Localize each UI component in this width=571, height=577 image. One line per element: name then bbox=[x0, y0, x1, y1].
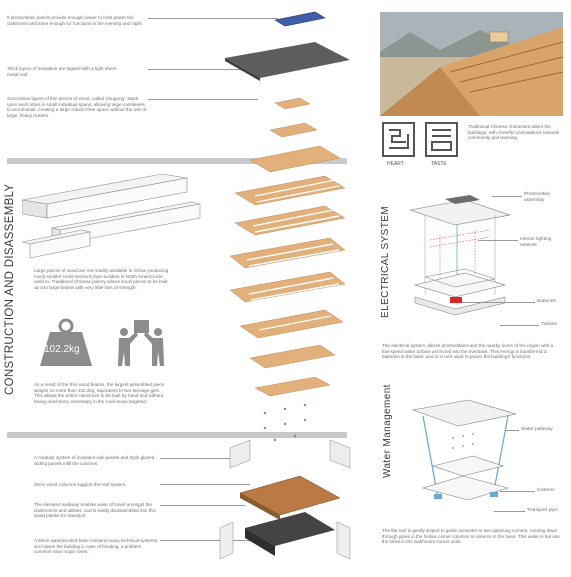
label-cisterns: Cisterns bbox=[537, 488, 555, 493]
leader-line bbox=[500, 325, 539, 326]
electrical-caption: The electrical system utilizes photovoltaics and the nearby rivers of the region with a low-speed water turbine anchored into the riverbank. This energy is transferred to batteries in the base, and is in turn used to power the building's functions. bbox=[382, 343, 554, 360]
joinery-beams-diagram bbox=[22, 172, 202, 267]
label-transport-pipe: Transport pipe bbox=[527, 508, 558, 513]
electrical-diagram bbox=[395, 185, 520, 340]
label-water-pathway: Water pathway bbox=[521, 427, 553, 432]
label-photovoltaic: Photovoltaic assembly bbox=[524, 192, 551, 203]
water-title: Water Management bbox=[382, 384, 393, 478]
note-insulation: Thick layers of insulation are topped with a light sheet metal roof. bbox=[7, 66, 117, 77]
note-wall-panels: A modular system of insulated wall panels and triple glazed sliding panels infill the columns. bbox=[34, 455, 155, 466]
water-caption: The flat roof is gently sloped to guide rainwater to two opposing corners, running down through pipes in the hollow corner columns to cisterns in the base. This water is fed into the sinks in the washroom corner units. bbox=[382, 528, 560, 545]
weight-icon bbox=[38, 318, 94, 368]
leader-line bbox=[500, 491, 535, 492]
water-diagram bbox=[398, 388, 523, 518]
note-base: A 60cm waterproofed base contains many technical systems and raises the building in case of flooding, a problem common near major rivers. bbox=[34, 538, 158, 555]
leader-line bbox=[462, 302, 535, 303]
note-joinery: Large pieces of wood are not readily available in China, producing much smaller cross-sections than builders in North America are used to. Traditional Chinese joinery allows small pieces to be built up into large beams with very little loss of strength. bbox=[34, 268, 169, 290]
leader-line bbox=[505, 430, 519, 431]
electrical-title: ELECTRICAL SYSTEM bbox=[380, 205, 391, 318]
people-carrying-icon bbox=[116, 318, 166, 368]
heart-label: HEART bbox=[387, 161, 404, 167]
label-turbine: Turbine bbox=[541, 322, 558, 327]
leader-line bbox=[478, 240, 518, 241]
note-weight: As a result of the thin wood beams, the largest assembled piece weighs no more than 102.2kg, equivalent to two teenage girls. This allows the entire classroom to be built by hand and without heavy machinery, necessary in the rural areas targeted. bbox=[34, 382, 165, 404]
weight-label: 102.2kg bbox=[44, 344, 80, 355]
interior-render bbox=[380, 12, 563, 116]
exploded-axonometric bbox=[205, 8, 365, 573]
note-walkway: The elevated walkway enables ease of travel amongst the classrooms and utilities, and is easily disassembled into thin wood planks for transport. bbox=[34, 502, 157, 519]
characters-caption: Traditional Chinese characters adorn the buildings, with cheerful connotations towards community and learning. bbox=[468, 124, 560, 141]
note-photovoltaic: 5 photovoltaic panels provide enough power to both power the classroom and store enough for functions in the evening and night. bbox=[7, 15, 143, 26]
note-dougong: Successive layers of thin pieces of wood, called 'dougong', stack upon each other in small individual spans, allowing large cantilevers to accumulate, creating a large column-free space without the use of large, heavy trusses. bbox=[7, 96, 147, 118]
taste-character-icon bbox=[425, 122, 458, 157]
label-batteries: Batteries bbox=[537, 299, 556, 304]
leader-line bbox=[492, 196, 522, 197]
construction-title: CONSTRUCTION AND DISASSEMBLY bbox=[4, 183, 16, 395]
taste-label: TASTE bbox=[431, 161, 447, 167]
note-columns: 20cm wood columns support the roof system. bbox=[34, 482, 127, 487]
label-interior-lighting: Interior lighting network bbox=[520, 237, 552, 248]
heart-character-icon bbox=[382, 122, 415, 157]
leader-line bbox=[494, 511, 525, 512]
